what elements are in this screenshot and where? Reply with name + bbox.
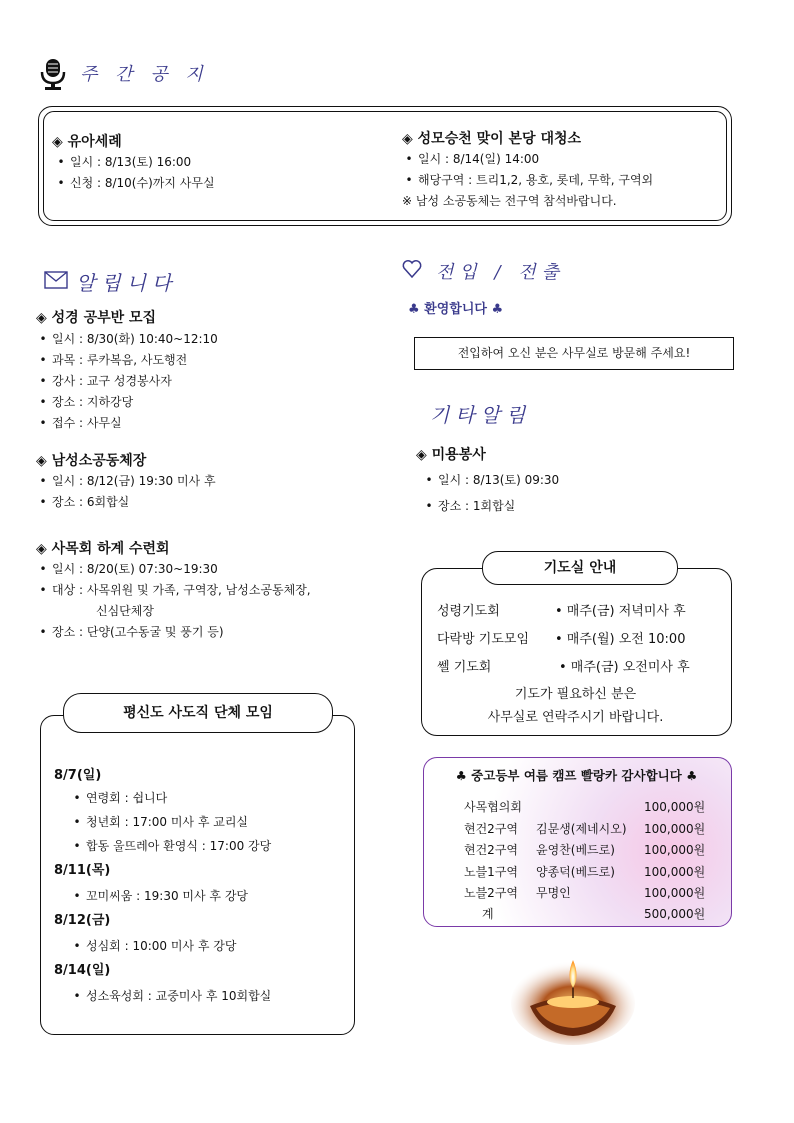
group-item: • 성소육성회 : 교중미사 후 10회합실 [73, 989, 272, 1003]
retreat-item-continuation: 신심단체장 [96, 604, 154, 618]
prayer-note-2: 사무실로 연락주시기 바랍니다. [487, 710, 664, 725]
retreat-item: • 장소 : 단양(고수동굴 및 풍기 등) [39, 625, 224, 639]
bible-study-heading: ◈ 성경 공부반 모집 [36, 310, 157, 326]
welcome-text: ♣ 환영합니다 ♣ [408, 302, 504, 317]
donation-row: 사목협의회 100,000원 [464, 800, 706, 814]
mens-community-item: • 일시 : 8/12(금) 19:30 미사 후 [39, 474, 216, 488]
groups-tab: 평신도 사도직 단체 모임 [63, 693, 333, 733]
donation-row: 노블2구역 무명인 100,000원 [464, 886, 706, 900]
move-info-text: 전입하여 오신 분은 사무실로 방문해 주세요! [457, 346, 691, 360]
retreat-item: • 대상 : 사목위원 및 가족, 구역장, 남성소공동체장, [39, 583, 311, 597]
cleaning-item-1: • 일시 : 8/14(일) 14:00 [405, 152, 540, 166]
retreat-heading: ◈ 사목회 하계 수련회 [36, 541, 170, 557]
prayer-time: • 매주(금) 오전미사 후 [559, 660, 690, 675]
cleaning-heading: ◈ 성모승천 맞이 본당 대청소 [402, 131, 582, 147]
weekly-title: 주 간 공 지 [80, 64, 209, 85]
donation-row: 노블1구역 양종덕(베드로) 100,000원 [464, 865, 706, 879]
prayer-row [437, 656, 690, 675]
retreat-item: • 일시 : 8/20(토) 07:30~19:30 [39, 562, 218, 576]
donation-row: 현건2구역 윤영찬(베드로) 100,000원 [464, 843, 706, 857]
infant-baptism-item-2: • 신청 : 8/10(수)까지 사무실 [57, 176, 215, 190]
group-item: • 청년회 : 17:00 미사 후 교리실 [73, 815, 249, 829]
infant-baptism-item-1: • 일시 : 8/13(토) 16:00 [57, 155, 192, 169]
prayer-row [437, 600, 686, 619]
bible-study-item: • 일시 : 8/30(화) 10:40~12:10 [39, 332, 218, 346]
group-date: 8/11(목) [54, 863, 111, 878]
move-info-box [414, 337, 734, 370]
group-date: 8/12(금) [54, 913, 111, 928]
prayer-time: • 매주(금) 저녁미사 후 [555, 604, 686, 619]
prayer-tab: 기도실 안내 [482, 551, 678, 585]
prayer-time: • 매주(월) 오전 10:00 [555, 632, 686, 647]
candle-icon [508, 948, 638, 1046]
prayer-note-1: 기도가 필요하신 분은 [514, 687, 637, 702]
donation-row-total: 계 500,000원 [482, 907, 706, 921]
prayer-name: 쎌 기도회 [437, 660, 492, 675]
group-date: 8/7(일) [54, 768, 102, 783]
bible-study-item: • 강사 : 교구 성경봉사자 [39, 374, 172, 388]
bible-study-item: • 과목 : 루카복음, 사도행전 [39, 353, 188, 367]
group-item: • 성심회 : 10:00 미사 후 강당 [73, 939, 237, 953]
haircut-heading: ◈ 미용봉사 [416, 447, 486, 463]
group-item: • 연령회 : 쉽니다 [73, 791, 168, 805]
bible-study-item: • 장소 : 지하강당 [39, 395, 134, 409]
group-item: • 꼬미씨움 : 19:30 미사 후 강당 [73, 889, 249, 903]
donation-title: ♣ 중고등부 여름 캠프 빨랑카 감사합니다 ♣ [455, 768, 698, 783]
move-title: 전입 / 전출 [436, 262, 566, 283]
groups-list [54, 766, 271, 1008]
cleaning-note: ※ 남성 소공동체는 전구역 참석바랍니다. [402, 194, 617, 208]
haircut-item-2: • 장소 : 1회합실 [425, 499, 516, 513]
mens-community-heading: ◈ 남성소공동체장 [36, 453, 147, 469]
envelope-icon [44, 271, 68, 289]
heart-icon [402, 259, 422, 279]
cleaning-item-2: • 해당구역 : 트리1,2, 용호, 롯데, 무학, 구역외 [405, 173, 654, 187]
haircut-item-1: • 일시 : 8/13(토) 09:30 [425, 473, 560, 487]
bible-study-item: • 접수 : 사무실 [39, 416, 122, 430]
group-item: • 합동 울뜨레아 환영식 : 17:00 강당 [73, 839, 272, 853]
prayer-name: 다락방 기도모임 [437, 632, 530, 647]
mens-community-item: • 장소 : 6회합실 [39, 495, 130, 509]
group-date: 8/14(일) [54, 963, 111, 978]
notice-title: 알립니다 [76, 271, 178, 295]
other-title: 기타알림 [430, 403, 532, 427]
microphone-icon [40, 58, 66, 90]
donation-row: 현건2구역 김문생(제네시오) 100,000원 [464, 822, 706, 836]
prayer-row [437, 628, 685, 647]
infant-baptism-heading: ◈ 유아세례 [52, 134, 122, 150]
prayer-name: 성령기도회 [437, 604, 500, 619]
